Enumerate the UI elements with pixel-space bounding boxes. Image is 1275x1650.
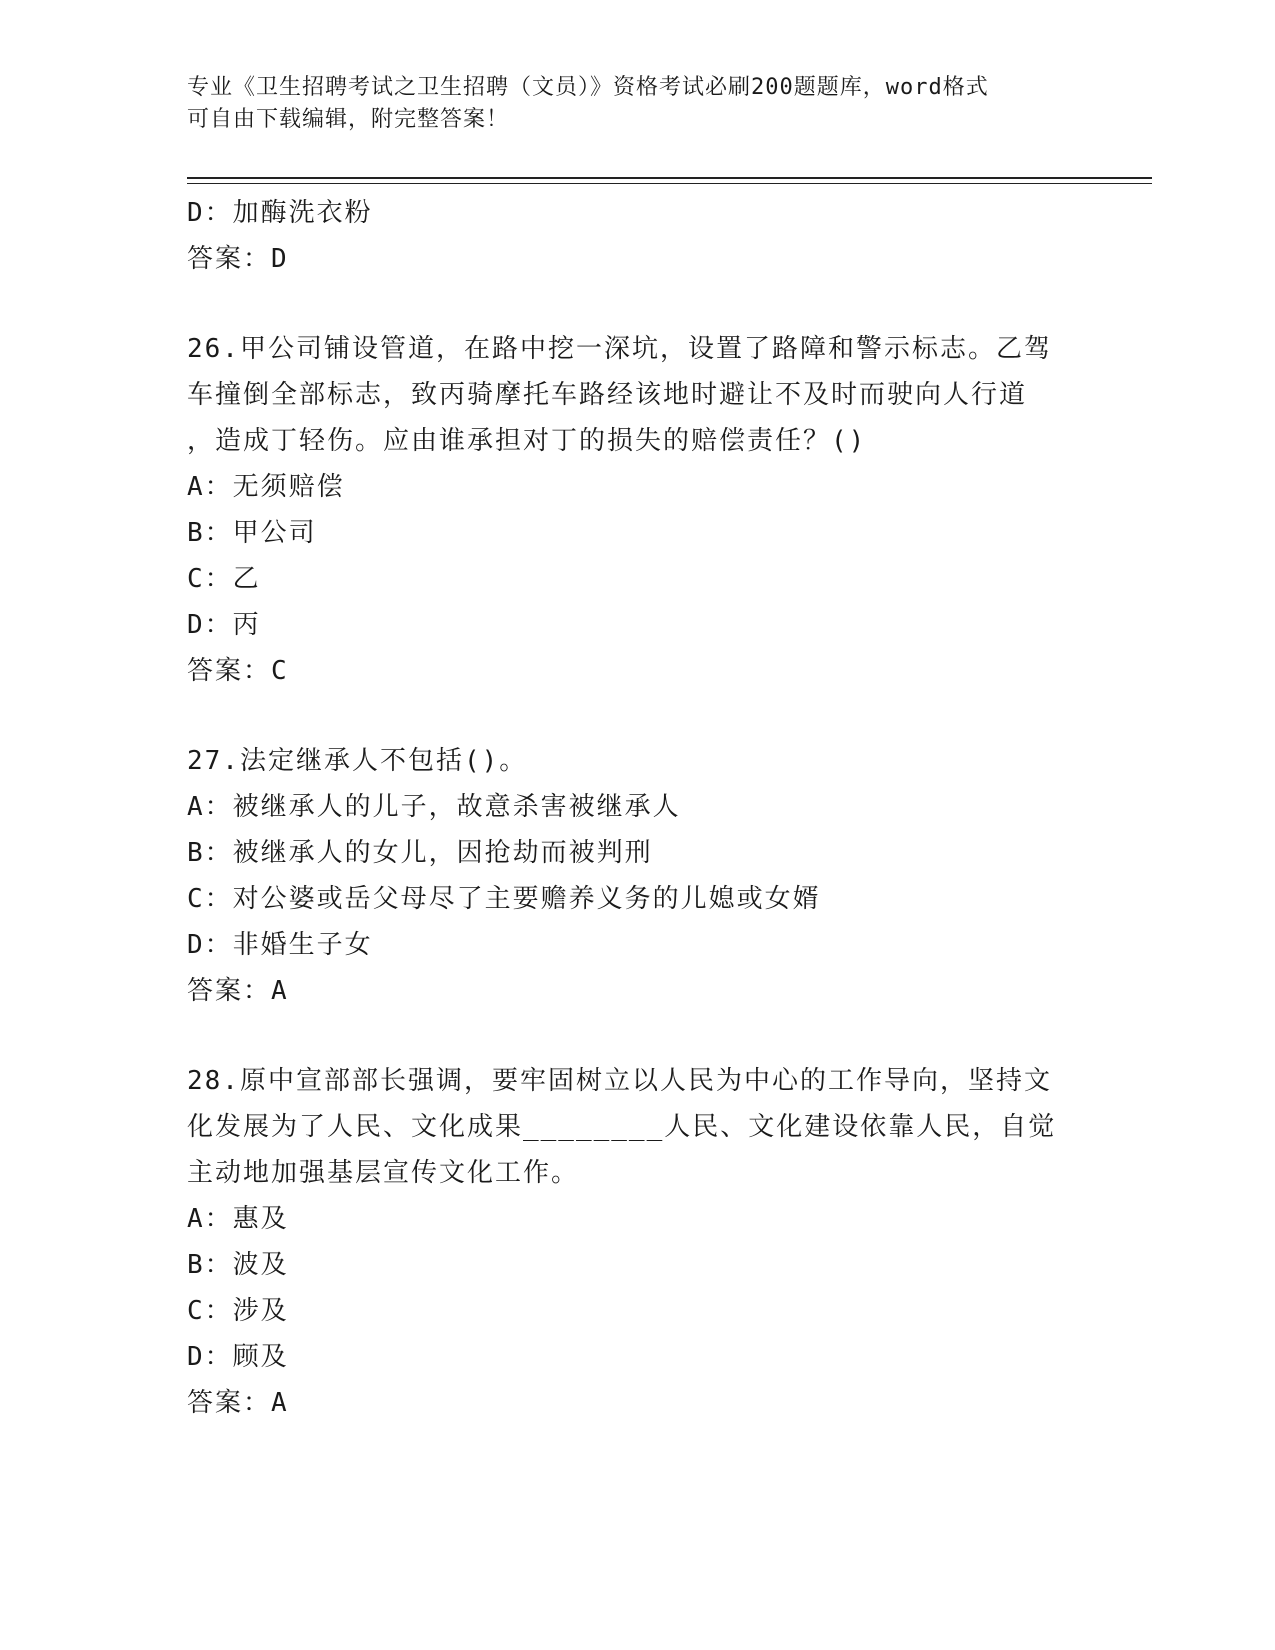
- answer-value: A: [271, 976, 289, 1006]
- question-stem: [187, 326, 1067, 464]
- question-28: [187, 1058, 1067, 1426]
- stem-line: ，造成丁轻伤。应由谁承担对丁的损失的赔偿责任？(): [187, 426, 867, 456]
- stem-line: 化发展为了人民、文化成果________人民、文化建设依靠人民，自觉: [187, 1112, 1057, 1142]
- option-d: D：加酶洗衣粉: [187, 198, 373, 228]
- option-a: A：被继承人的儿子，故意杀害被继承人: [187, 792, 681, 822]
- option-b: B：甲公司: [187, 518, 317, 548]
- answer-label: 答案：: [187, 1388, 272, 1418]
- option-d: D：丙: [187, 610, 261, 640]
- spacer: [187, 694, 1067, 738]
- stem-line: 26.甲公司铺设管道，在路中挖一深坑，设置了路障和警示标志。乙驾: [187, 334, 1052, 364]
- answer-line: [187, 1380, 1067, 1426]
- answer-value: C: [271, 656, 289, 686]
- option-c: C：涉及: [187, 1296, 289, 1326]
- question-stem: [187, 738, 1067, 784]
- header-rule-thick: [187, 177, 1152, 179]
- option-c: C：乙: [187, 564, 261, 594]
- question-26: [187, 326, 1067, 694]
- option-b: B：被继承人的女儿，因抢劫而被判刑: [187, 838, 653, 868]
- option-c: C：对公婆或岳父母尽了主要赡养义务的儿媳或女婿: [187, 884, 821, 914]
- question-stem: [187, 1058, 1067, 1196]
- option-d: D：顾及: [187, 1342, 289, 1372]
- question-27: [187, 738, 1067, 1014]
- answer-label: 答案：: [187, 656, 272, 686]
- spacer: [187, 282, 1067, 326]
- answer-label: 答案：: [187, 244, 272, 274]
- answer-line: [187, 968, 1067, 1014]
- answer-line: [187, 236, 1067, 282]
- answer-label: 答案：: [187, 976, 272, 1006]
- option-b: B：波及: [187, 1250, 289, 1280]
- answer-value: A: [271, 1388, 289, 1418]
- answer-line: [187, 648, 1067, 694]
- option-d: D：非婚生子女: [187, 930, 373, 960]
- header-line-2: 可自由下载编辑，附完整答案！: [187, 107, 510, 132]
- spacer: [187, 1014, 1067, 1058]
- stem-line: 27.法定继承人不包括()。: [187, 746, 528, 776]
- stem-line: 主动地加强基层宣传文化工作。: [187, 1158, 580, 1188]
- stem-line: 28.原中宣部部长强调，要牢固树立以人民为中心的工作导向，坚持文: [187, 1066, 1052, 1096]
- option-a: A：无须赔偿: [187, 472, 345, 502]
- option-a: A：惠及: [187, 1204, 289, 1234]
- document-body: [187, 190, 1067, 1426]
- document-header: [187, 72, 1067, 136]
- header-line-1: 专业《卫生招聘考试之卫生招聘（文员）》资格考试必刷200题题库，word格式: [187, 75, 989, 100]
- answer-value: D: [271, 244, 289, 274]
- header-rule-thin: [187, 183, 1152, 184]
- stem-line: 车撞倒全部标志，致丙骑摩托车路经该地时避让不及时而驶向人行道: [187, 380, 1028, 410]
